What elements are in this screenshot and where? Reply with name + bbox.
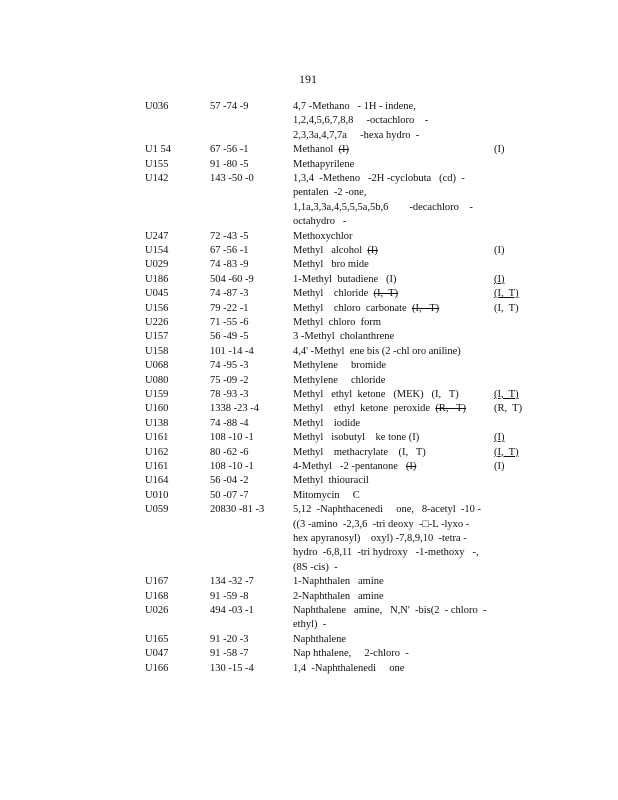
substance-name xyxy=(293,101,483,144)
waste-code: U160 xyxy=(145,403,169,415)
cas-number: 72 -43 -5 xyxy=(210,230,249,242)
cas-number: 101 -14 -4 xyxy=(210,345,254,357)
waste-code: U029 xyxy=(145,259,169,271)
waste-code: U165 xyxy=(145,633,169,645)
text-segment: 4-Methyl -2 -pentanone xyxy=(293,461,406,472)
text-segment: 2-Naphthalen amine xyxy=(293,590,384,602)
hazard-code xyxy=(494,389,519,401)
substance-name-line xyxy=(293,202,483,216)
text-segment: Methyl iodide xyxy=(293,417,361,429)
substance-name-line xyxy=(293,101,483,115)
waste-code: U247 xyxy=(145,230,169,242)
substance-name-line xyxy=(293,115,483,129)
underlined-text: (I) xyxy=(494,432,505,444)
text-segment: (8S -cis) - xyxy=(293,561,338,573)
substance-name xyxy=(293,605,487,634)
waste-code: U045 xyxy=(145,288,169,300)
substance-name xyxy=(293,375,483,389)
substance-name xyxy=(293,461,483,475)
substance-name-line xyxy=(293,375,483,389)
cas-number: 130 -15 -4 xyxy=(210,662,254,674)
text-segment: Methyl alcohol xyxy=(293,245,368,256)
text-segment: 1,4 -Naphthalenedi one xyxy=(293,662,405,674)
cas-number: 74 -87 -3 xyxy=(210,288,249,300)
waste-code: U186 xyxy=(145,273,169,285)
text-segment: Methyl methacrylate (I, T) xyxy=(293,446,426,458)
substance-name xyxy=(293,504,483,576)
cas-number: 78 -93 -3 xyxy=(210,389,249,400)
text-segment: Mitomycin C xyxy=(293,489,360,501)
struck-text: (I) xyxy=(367,245,378,256)
cas-number: 74 -95 -3 xyxy=(210,360,249,372)
substance-name xyxy=(293,231,483,245)
waste-code: U154 xyxy=(145,245,169,256)
text-segment: 1,1a,3,3a,4,5,5,5a,5b,6 -decachloro - xyxy=(293,201,473,213)
text-segment: Methyl ethyl ketone peroxide xyxy=(293,403,436,415)
substance-name-line xyxy=(293,259,483,273)
substance-name-line xyxy=(293,216,483,230)
substance-name-line xyxy=(293,187,483,201)
text-segment: Naphthalene amine, N,N' -bis(2 - chloro - xyxy=(293,605,487,616)
hazard-code xyxy=(494,403,522,415)
substance-name xyxy=(293,447,483,461)
substance-name xyxy=(293,634,483,648)
text-segment: Methanol xyxy=(293,144,339,156)
text-segment: octahydro - xyxy=(293,216,347,228)
substance-name xyxy=(293,144,483,158)
waste-code: U157 xyxy=(145,331,169,343)
waste-code: U167 xyxy=(145,576,169,588)
waste-code: U161 xyxy=(145,432,169,444)
substance-name xyxy=(293,475,483,489)
substance-name-line xyxy=(293,173,483,187)
waste-code: U010 xyxy=(145,489,169,501)
cas-number: 74 -83 -9 xyxy=(210,259,249,271)
text-segment: hex apyranosyl) oxyl) -7,8,9,10 -tetra - xyxy=(293,532,467,544)
waste-code: U159 xyxy=(145,389,169,400)
text-segment: (I) xyxy=(494,461,505,472)
text-segment: (I) xyxy=(494,144,505,156)
substance-name-line xyxy=(293,619,483,633)
substance-name xyxy=(293,245,483,259)
cas-number: 71 -55 -6 xyxy=(210,317,249,328)
text-segment: (R, T) xyxy=(494,403,523,415)
cas-number: 74 -88 -4 xyxy=(210,417,249,429)
cas-number: 1338 -23 -4 xyxy=(210,403,259,415)
text-segment: Nap hthalene, 2-chloro - xyxy=(293,648,409,660)
substance-name xyxy=(293,173,483,231)
substance-name-line xyxy=(293,634,483,648)
substance-name-line xyxy=(293,360,483,374)
waste-code: U080 xyxy=(145,374,169,386)
cas-number: 134 -32 -7 xyxy=(210,576,254,588)
underlined-text: (I, T) xyxy=(494,288,519,300)
text-segment: 2,3,3a,4,7,7a -hexa hydro - xyxy=(293,129,420,141)
cas-number: 91 -58 -7 xyxy=(210,648,249,660)
substance-name-line xyxy=(293,562,483,576)
underlined-text: (I) xyxy=(494,273,505,285)
waste-code: U161 xyxy=(145,461,169,472)
cas-number: 108 -10 -1 xyxy=(210,461,254,472)
substance-name xyxy=(293,648,483,662)
text-segment: hydro -6,8,11 -tri hydroxy -1-methoxy -, xyxy=(293,547,479,559)
struck-text: (R, T) xyxy=(435,403,467,415)
substance-name xyxy=(293,418,483,432)
waste-code: U156 xyxy=(145,302,169,314)
substance-name xyxy=(293,576,483,590)
cas-number: 56 -49 -5 xyxy=(210,331,249,343)
cas-number: 504 -60 -9 xyxy=(210,273,254,285)
hazard-code xyxy=(494,144,505,156)
struck-text: (I) xyxy=(338,144,349,156)
cas-number: 67 -56 -1 xyxy=(210,144,249,156)
text-segment: pentalen -2 -one, xyxy=(293,187,367,199)
substance-name-line xyxy=(293,144,483,158)
substance-name xyxy=(293,360,483,374)
text-segment: 1,2,4,5,6,7,8,8 -octachloro - xyxy=(293,115,429,127)
substance-name-line xyxy=(293,490,483,504)
substance-name-line xyxy=(293,547,483,561)
substance-name-line xyxy=(293,303,483,317)
substance-name-line xyxy=(293,346,483,360)
text-segment: Methyl chloride xyxy=(293,288,374,300)
text-segment: 4,7 -Methano - 1H - indene, xyxy=(293,101,416,112)
text-segment: Methyl chloro form xyxy=(293,317,382,328)
substance-name xyxy=(293,317,483,331)
cas-number: 50 -07 -7 xyxy=(210,489,249,501)
cas-number: 143 -50 -0 xyxy=(210,173,254,184)
substance-name xyxy=(293,403,483,417)
hazard-code xyxy=(494,447,519,459)
substance-name-line xyxy=(293,130,483,144)
substance-name xyxy=(293,274,483,288)
text-segment: (I) xyxy=(494,245,505,256)
struck-text: (I, T) xyxy=(411,302,440,314)
text-segment: Methylene bromide xyxy=(293,360,387,372)
substance-name-line xyxy=(293,159,483,173)
hazard-code xyxy=(494,288,519,300)
text-segment: Methapyrilene xyxy=(293,158,355,170)
substance-name-line xyxy=(293,533,483,547)
text-segment: (I, T) xyxy=(494,302,519,314)
struck-text: (I) xyxy=(405,461,417,472)
hazard-code xyxy=(494,274,505,286)
text-segment: ((3 -amino -2,3,6 -tri deoxy -□-L -lyxo - xyxy=(293,518,470,530)
substance-name xyxy=(293,288,483,302)
substance-name xyxy=(293,389,483,403)
substance-name xyxy=(293,663,483,677)
underlined-text: (I, T) xyxy=(494,446,519,458)
waste-code: U068 xyxy=(145,360,169,372)
waste-code: U138 xyxy=(145,417,169,429)
substance-name-line xyxy=(293,288,483,302)
text-segment: Methylene chloride xyxy=(293,374,386,386)
substance-name-line xyxy=(293,418,483,432)
text-segment: Methyl chloro carbonate xyxy=(293,302,412,314)
waste-code: U142 xyxy=(145,173,169,184)
waste-code: U168 xyxy=(145,590,169,602)
substance-name xyxy=(293,303,483,317)
text-segment: Methyl bro mide xyxy=(293,259,369,271)
waste-code: U047 xyxy=(145,648,169,660)
cas-number: 67 -56 -1 xyxy=(210,245,249,256)
substance-name-line xyxy=(293,461,483,475)
waste-code: U1 54 xyxy=(145,144,171,156)
text-segment: 3 -Methyl cholanthrene xyxy=(293,331,395,343)
cas-number: 494 -03 -1 xyxy=(210,605,254,616)
waste-code: U162 xyxy=(145,446,169,458)
cas-number: 79 -22 -1 xyxy=(210,302,249,314)
cas-number: 91 -80 -5 xyxy=(210,158,249,170)
substance-name-line xyxy=(293,331,483,345)
substance-name-line xyxy=(293,403,483,417)
waste-code: U166 xyxy=(145,662,169,674)
substance-name-line xyxy=(293,504,483,518)
text-segment: Methyl ethyl ketone (MEK) (I, T) xyxy=(293,389,459,400)
waste-code: U158 xyxy=(145,345,169,357)
text-segment: Methyl thiouracil xyxy=(293,475,369,487)
substance-name xyxy=(293,259,483,273)
text-segment: 5,12 -Naphthacenedi one, 8-acetyl -10 - xyxy=(293,504,482,516)
substance-name xyxy=(293,591,483,605)
substance-name-line xyxy=(293,591,483,605)
substance-name xyxy=(293,159,483,173)
text-segment: 1-Methyl butadiene (I) xyxy=(293,273,397,285)
hazard-code xyxy=(494,461,505,473)
struck-text: (I, T) xyxy=(373,288,399,300)
waste-code: U026 xyxy=(145,605,169,616)
substance-name xyxy=(293,331,483,345)
hazard-code xyxy=(494,303,519,315)
cas-number: 91 -20 -3 xyxy=(210,633,249,645)
waste-code: U164 xyxy=(145,475,169,487)
substance-name-line xyxy=(293,274,483,288)
text-segment: 1-Naphthalen amine xyxy=(293,576,384,588)
text-segment: Methyl isobutyl ke tone (I) xyxy=(293,432,420,444)
substance-name-line xyxy=(293,663,483,677)
substance-name-line xyxy=(293,447,483,461)
cas-number: 56 -04 -2 xyxy=(210,475,249,487)
hazard-code xyxy=(494,245,505,257)
waste-code: U059 xyxy=(145,504,169,516)
text-segment: 1,3,4 -Metheno -2H -cyclobuta (cd) - xyxy=(293,173,465,184)
page-number: 191 xyxy=(299,72,317,86)
substance-name-line xyxy=(293,389,483,403)
substance-name-line xyxy=(293,519,483,533)
cas-number: 20830 -81 -3 xyxy=(210,504,265,516)
text-segment: 4,4' -Methyl ene bis (2 -chl oro aniline) xyxy=(293,345,461,357)
text-segment: Methoxychlor xyxy=(293,230,353,242)
underlined-text: (I, T) xyxy=(494,389,519,400)
substance-name-line xyxy=(293,475,483,489)
cas-number: 91 -59 -8 xyxy=(210,590,249,602)
substance-name xyxy=(293,490,483,504)
substance-name-line xyxy=(293,231,483,245)
substance-name-line xyxy=(293,605,487,619)
waste-code: U036 xyxy=(145,101,169,112)
substance-name-line xyxy=(293,432,483,446)
text-segment: ethyl) - xyxy=(293,619,327,631)
cas-number: 80 -62 -6 xyxy=(210,446,249,458)
substance-name-line xyxy=(293,648,483,662)
cas-number: 108 -10 -1 xyxy=(210,432,254,444)
cas-number: 57 -74 -9 xyxy=(210,101,249,112)
substance-name xyxy=(293,432,483,446)
cas-number: 75 -09 -2 xyxy=(210,374,249,386)
text-segment: Naphthalene xyxy=(293,633,347,645)
substance-name-line xyxy=(293,245,483,259)
waste-code: U226 xyxy=(145,317,169,328)
waste-code: U155 xyxy=(145,158,169,170)
substance-name xyxy=(293,346,483,360)
substance-name-line xyxy=(293,576,483,590)
substance-name-line xyxy=(293,317,483,331)
hazard-code xyxy=(494,432,505,444)
